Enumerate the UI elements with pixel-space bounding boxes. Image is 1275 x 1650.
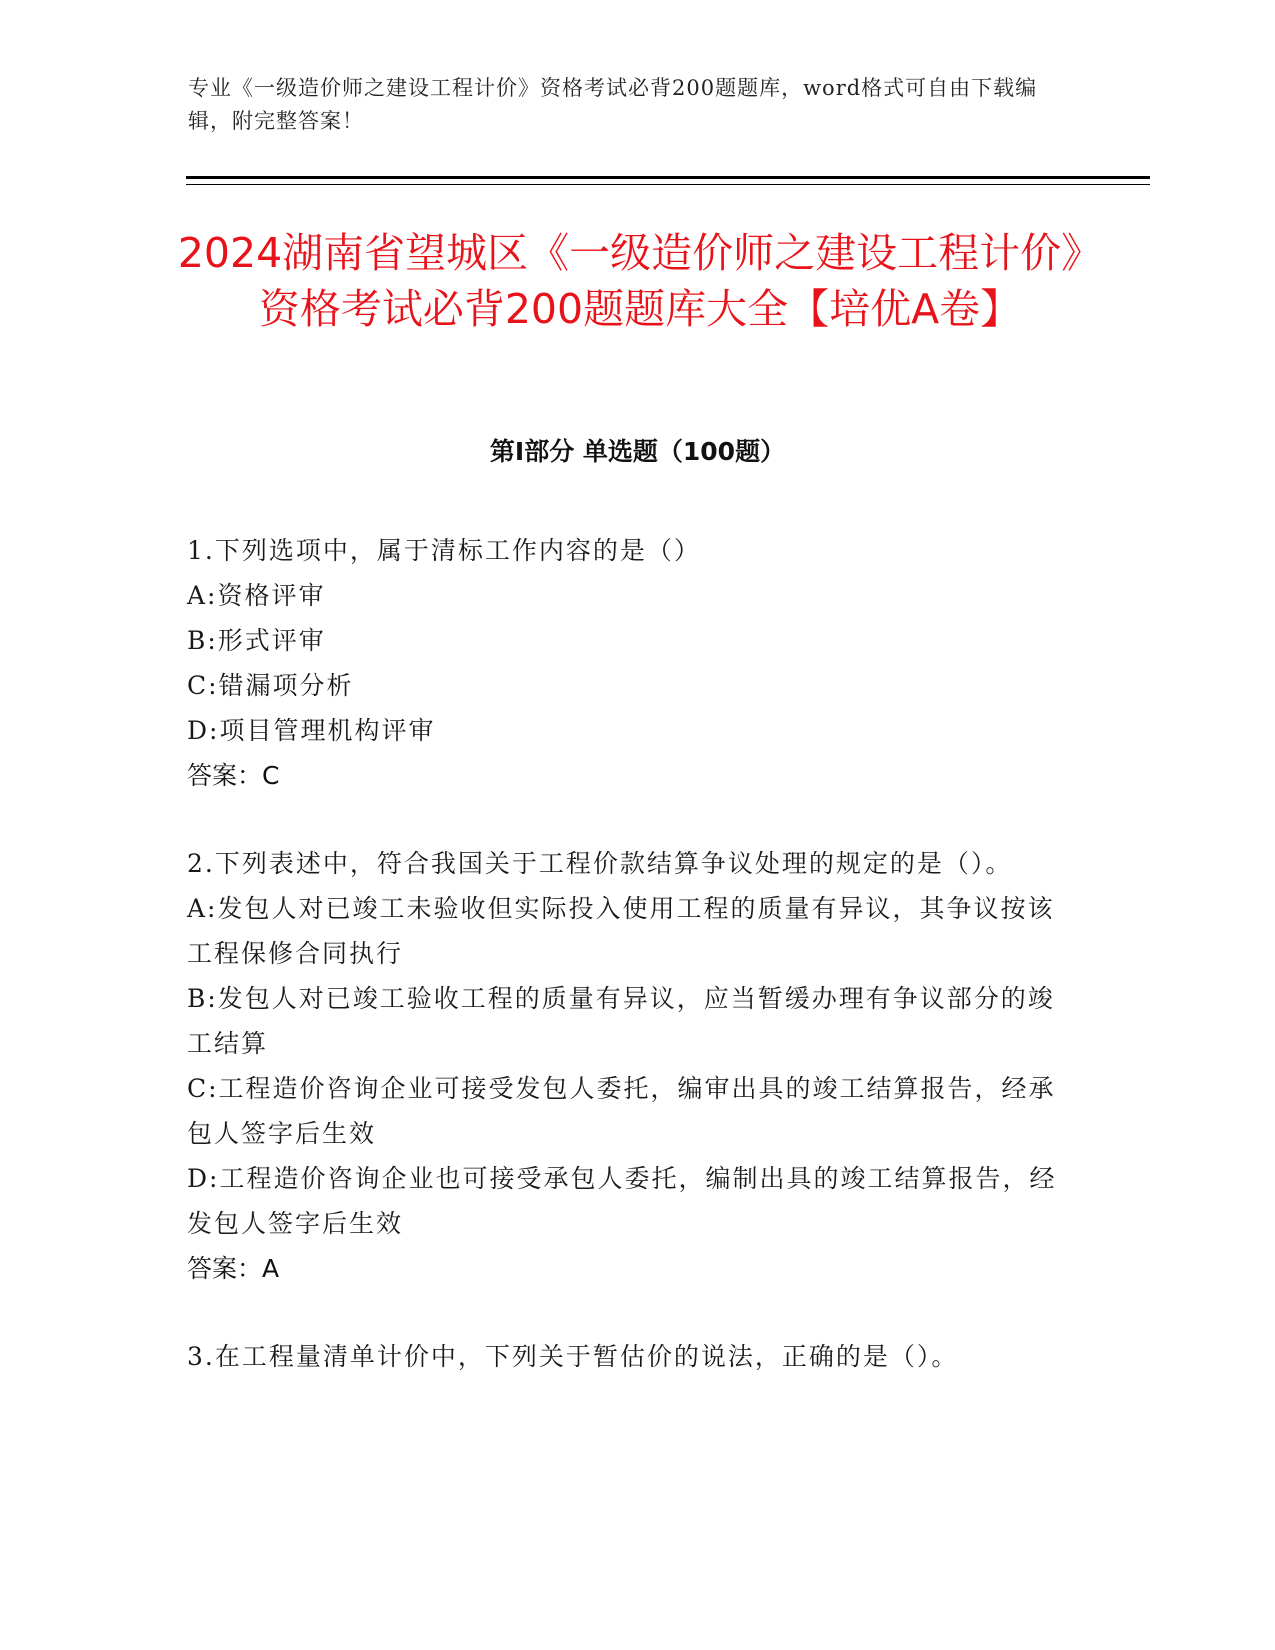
question-list xyxy=(187,528,1067,1422)
question-stem: 3.在工程量清单计价中，下列关于暂估价的说法，正确的是（）。 xyxy=(187,1342,959,1371)
question-3 xyxy=(187,1334,1067,1379)
header-note: 专业《一级造价师之建设工程计价》资格考试必背200题题库，word格式可自由下载编辑，附完整答案！ xyxy=(188,76,1038,133)
option-b: B:形式评审 xyxy=(187,626,326,655)
question-stem: 1.下列选项中，属于清标工作内容的是（） xyxy=(187,536,701,565)
header-divider-thin xyxy=(186,184,1150,185)
document-title: 2024湖南省望城区《一级造价师之建设工程计价》资格考试必背200题题库大全【培优A卷】 xyxy=(177,229,1103,333)
header-divider-thick xyxy=(186,176,1150,179)
question-2 xyxy=(187,841,1067,1291)
option-d: D:工程造价咨询企业也可接受承包人委托，编制出具的竣工结算报告，经发包人签字后生效 xyxy=(187,1164,1057,1238)
option-d: D:项目管理机构评审 xyxy=(187,716,436,745)
answer: 答案：C xyxy=(187,761,280,790)
option-b: B:发包人对已竣工验收工程的质量有异议，应当暂缓办理有争议部分的竣工结算 xyxy=(187,984,1055,1058)
section-title: 第I部分 单选题（100题） xyxy=(489,437,786,466)
question-stem: 2.下列表述中，符合我国关于工程价款结算争议处理的规定的是（）。 xyxy=(187,849,1013,878)
option-a: A:发包人对已竣工未验收但实际投入使用工程的质量有异议，其争议按该工程保修合同执行 xyxy=(187,894,1055,968)
answer: 答案：A xyxy=(187,1254,280,1283)
option-a: A:资格评审 xyxy=(187,581,326,610)
option-c: C:错漏项分析 xyxy=(187,671,354,700)
option-c: C:工程造价咨询企业可接受发包人委托，编审出具的竣工结算报告，经承包人签字后生效 xyxy=(187,1074,1056,1148)
question-1 xyxy=(187,528,1067,798)
